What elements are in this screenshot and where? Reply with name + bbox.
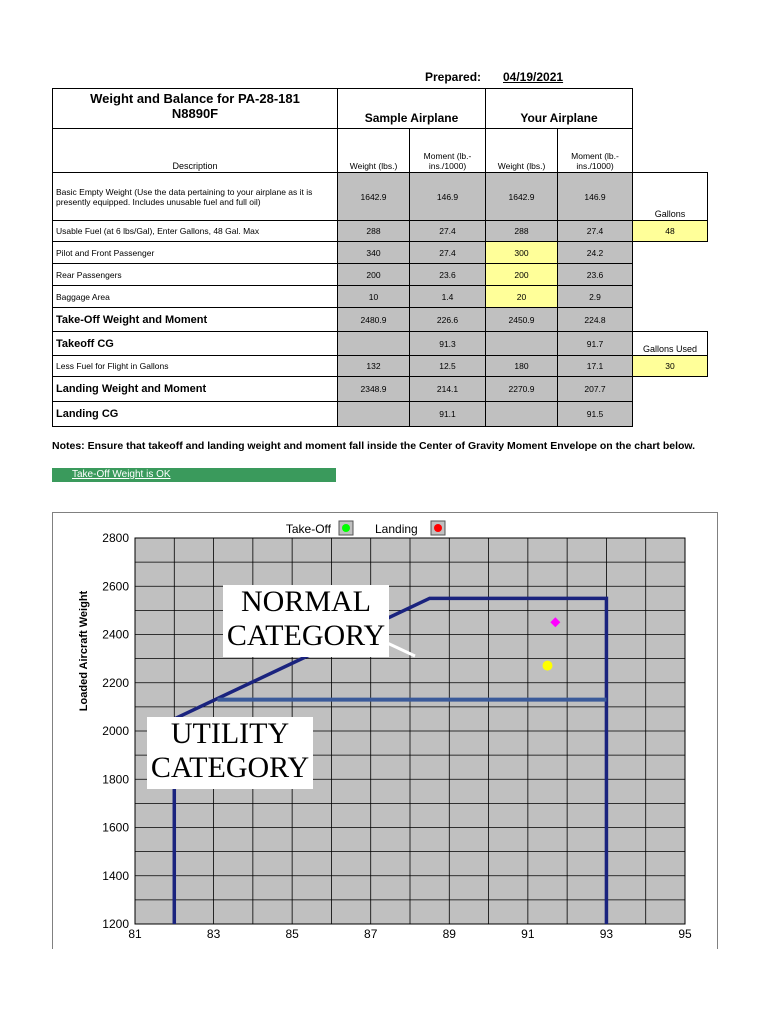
sample-weight: 2348.9 bbox=[338, 377, 410, 402]
your-weight-header: Weight (lbs.) bbox=[486, 129, 558, 173]
y-tick-label: 1800 bbox=[102, 772, 129, 787]
row-description: Basic Empty Weight (Use the data pertaining to your airplane as it is presently equipped. Includes unusable fuel and full oil) bbox=[53, 173, 338, 221]
utility-category-label bbox=[147, 717, 313, 789]
x-tick-label: 87 bbox=[364, 927, 378, 941]
sample-weight: 288 bbox=[338, 221, 410, 242]
y-tick-label: 2200 bbox=[102, 675, 129, 690]
legend-takeoff-label: Take-Off bbox=[285, 522, 331, 536]
row-description: Landing CG bbox=[53, 402, 338, 427]
status-bar[interactable]: Take-Off Weight is OK bbox=[52, 468, 336, 482]
table-title bbox=[53, 89, 338, 129]
sample-weight bbox=[338, 402, 410, 427]
table-row bbox=[53, 402, 708, 427]
row-description: Take-Off Weight and Moment bbox=[53, 308, 338, 332]
sample-weight: 1642.9 bbox=[338, 173, 410, 221]
utility-label-line-1: UTILITY bbox=[170, 717, 290, 750]
your-weight bbox=[486, 402, 558, 427]
x-tick-label: 85 bbox=[285, 927, 299, 941]
legend-takeoff-marker bbox=[342, 524, 350, 532]
x-tick-label: 93 bbox=[599, 927, 614, 941]
weight-balance-table bbox=[52, 88, 708, 427]
x-tick-label: 91 bbox=[521, 927, 535, 941]
your-airplane-header: Your Airplane bbox=[486, 89, 633, 129]
sample-airplane-header: Sample Airplane bbox=[338, 89, 486, 129]
your-moment: 17.1 bbox=[558, 356, 633, 377]
your-weight-input[interactable]: 20 bbox=[486, 286, 558, 308]
cg-envelope-chart bbox=[52, 512, 718, 949]
y-axis-label: Loaded Aircraft Weight bbox=[78, 590, 90, 712]
gallons-input[interactable]: 48 bbox=[633, 221, 708, 242]
sample-weight-header: Weight (lbs.) bbox=[338, 129, 410, 173]
y-tick-label: 1200 bbox=[102, 917, 129, 931]
y-tick-label: 2600 bbox=[102, 579, 129, 594]
sample-weight: 132 bbox=[338, 356, 410, 377]
sample-weight: 340 bbox=[338, 242, 410, 264]
sample-moment: 214.1 bbox=[410, 377, 486, 402]
table-row bbox=[53, 286, 708, 308]
y-tick-label: 1400 bbox=[102, 868, 129, 883]
row-description: Usable Fuel (at 6 lbs/Gal), Enter Gallons, 48 Gal. Max bbox=[53, 221, 338, 242]
x-tick-label: 83 bbox=[206, 927, 221, 941]
y-tick-label: 2000 bbox=[102, 724, 129, 738]
x-tick-label: 95 bbox=[678, 927, 692, 941]
your-weight-input[interactable]: 300 bbox=[486, 242, 558, 264]
table-row bbox=[53, 221, 708, 242]
prepared-label: Prepared: bbox=[425, 70, 482, 84]
y-tick-label: 2400 bbox=[102, 627, 129, 642]
row-description: Landing Weight and Moment bbox=[53, 377, 338, 402]
x-tick-label: 89 bbox=[442, 927, 456, 941]
sample-moment: 91.3 bbox=[410, 332, 486, 356]
table-row bbox=[53, 332, 708, 356]
utility-label-line-2: CATEGORY bbox=[150, 751, 310, 784]
row-description: Baggage Area bbox=[53, 286, 338, 308]
your-weight bbox=[486, 332, 558, 356]
row-description: Less Fuel for Flight in Gallons bbox=[53, 356, 338, 377]
table-row bbox=[53, 356, 708, 377]
sample-weight bbox=[338, 332, 410, 356]
legend-landing-label: Landing bbox=[375, 522, 418, 536]
sample-moment-header: Moment (lb.-ins./1000) bbox=[410, 129, 486, 173]
sample-moment: 12.5 bbox=[410, 356, 486, 377]
your-weight: 2270.9 bbox=[486, 377, 558, 402]
your-weight-input[interactable]: 200 bbox=[486, 264, 558, 286]
your-moment: 23.6 bbox=[558, 264, 633, 286]
your-moment: 207.7 bbox=[558, 377, 633, 402]
your-moment: 2.9 bbox=[558, 286, 633, 308]
sample-moment: 27.4 bbox=[410, 242, 486, 264]
title-line-2: N8890F bbox=[171, 106, 219, 121]
sample-moment: 23.6 bbox=[410, 264, 486, 286]
y-tick-label: 1600 bbox=[102, 820, 129, 835]
normal-category-label bbox=[223, 585, 389, 657]
your-moment-header: Moment (lb.-ins./1000) bbox=[558, 129, 633, 173]
your-weight: 2450.9 bbox=[486, 308, 558, 332]
row-description: Pilot and Front Passenger bbox=[53, 242, 338, 264]
table-row bbox=[53, 308, 708, 332]
your-moment: 27.4 bbox=[558, 221, 633, 242]
normal-label-line-2: CATEGORY bbox=[226, 619, 386, 652]
sample-moment: 226.6 bbox=[410, 308, 486, 332]
prepared-row bbox=[0, 70, 768, 88]
sample-moment: 27.4 bbox=[410, 221, 486, 242]
legend-landing-marker bbox=[434, 524, 442, 532]
gallons-label: Gallons bbox=[633, 173, 708, 221]
table-row bbox=[53, 173, 708, 221]
landing-point bbox=[543, 661, 553, 671]
sample-moment: 1.4 bbox=[410, 286, 486, 308]
table-row bbox=[53, 377, 708, 402]
sample-weight: 10 bbox=[338, 286, 410, 308]
table-row bbox=[53, 242, 708, 264]
your-weight: 288 bbox=[486, 221, 558, 242]
your-moment: 91.5 bbox=[558, 402, 633, 427]
row-description: Takeoff CG bbox=[53, 332, 338, 356]
y-tick-label: 2800 bbox=[102, 531, 129, 545]
sample-weight: 2480.9 bbox=[338, 308, 410, 332]
your-moment: 91.7 bbox=[558, 332, 633, 356]
sample-moment: 146.9 bbox=[410, 173, 486, 221]
your-moment: 224.8 bbox=[558, 308, 633, 332]
x-tick-label: 81 bbox=[128, 927, 142, 941]
normal-label-line-1: NORMAL bbox=[240, 585, 371, 618]
prepared-date[interactable]: 04/19/2021 bbox=[503, 70, 564, 84]
your-weight: 180 bbox=[486, 356, 558, 377]
your-moment: 24.2 bbox=[558, 242, 633, 264]
your-moment: 146.9 bbox=[558, 173, 633, 221]
gallons-used-input[interactable]: 30 bbox=[633, 356, 708, 377]
title-line-1: Weight and Balance for PA-28-181 bbox=[90, 91, 300, 106]
table-row bbox=[53, 264, 708, 286]
description-header: Description bbox=[53, 129, 338, 173]
row-description: Rear Passengers bbox=[53, 264, 338, 286]
your-weight: 1642.9 bbox=[486, 173, 558, 221]
sample-weight: 200 bbox=[338, 264, 410, 286]
notes-text: Notes: Ensure that takeoff and landing weight and moment fall inside the Center of Gravity Moment Envelope on the chart below. bbox=[52, 440, 696, 452]
gallons-used-label: Gallons Used bbox=[633, 332, 708, 356]
sample-moment: 91.1 bbox=[410, 402, 486, 427]
